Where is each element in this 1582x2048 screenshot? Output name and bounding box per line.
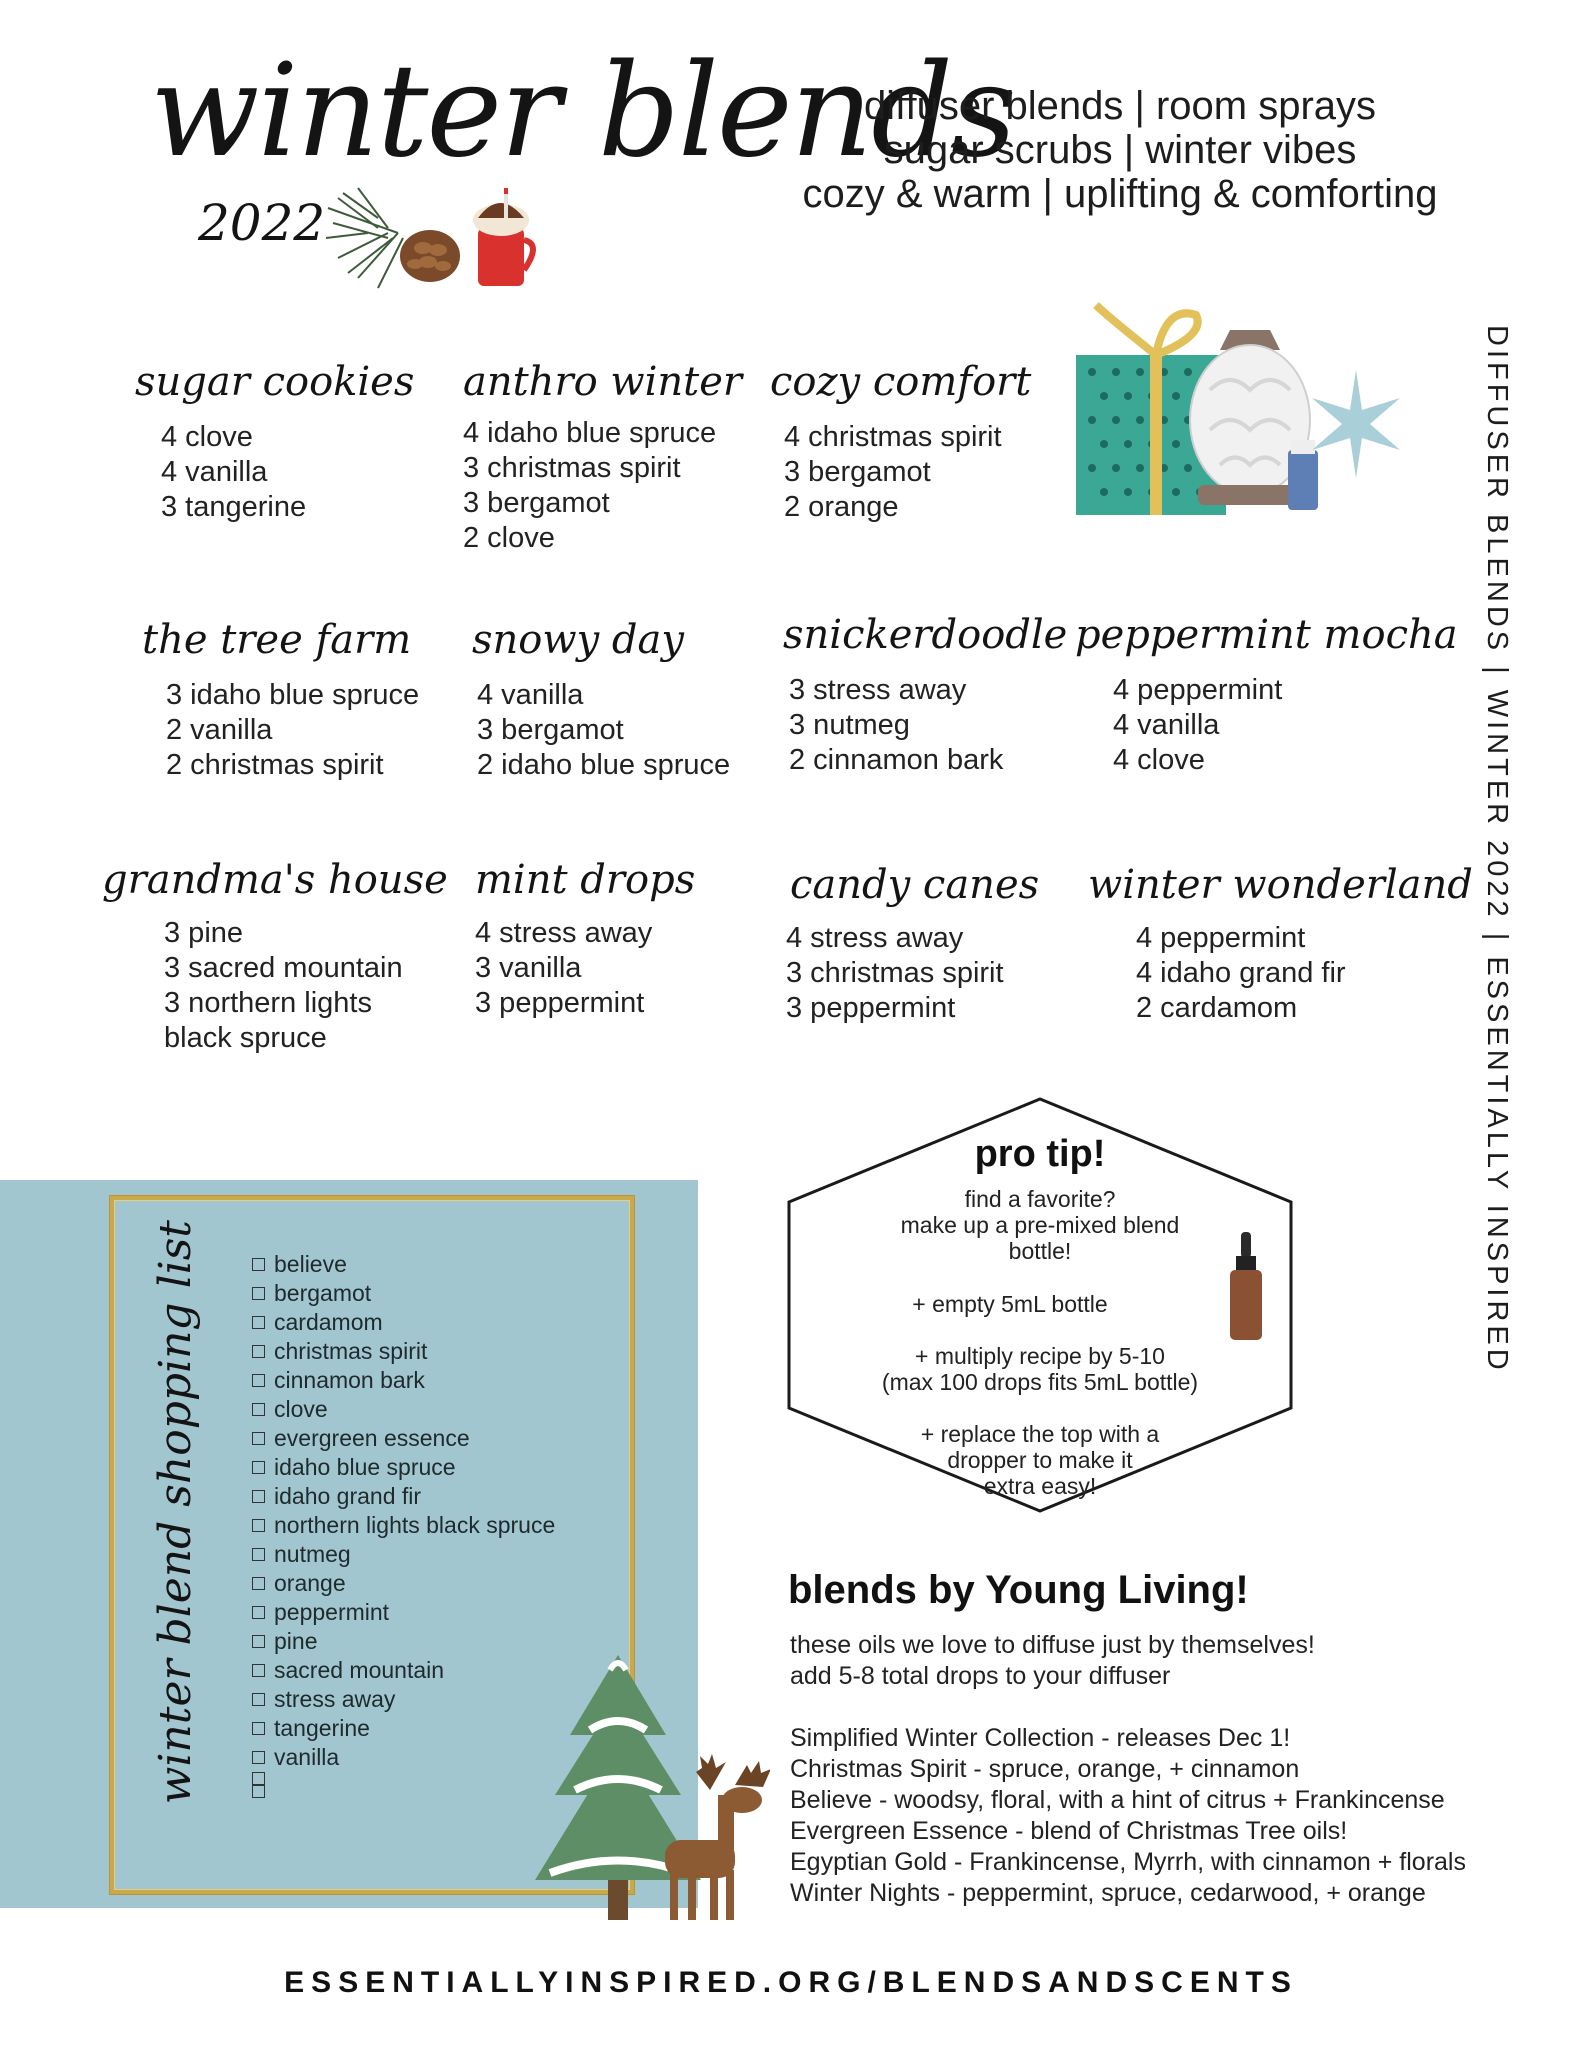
blend-ingredient: 2 cinnamon bark <box>789 744 1004 776</box>
page-title: winter blends <box>150 37 1015 186</box>
blend-ingredient: black spruce <box>164 1022 327 1054</box>
checkbox-icon[interactable] <box>252 1785 265 1798</box>
list-item[interactable]: nutmeg <box>252 1540 555 1569</box>
list-item[interactable]: cardamom <box>252 1308 555 1337</box>
list-item-blank[interactable] <box>252 1772 555 1785</box>
blend-ingredient: 3 peppermint <box>786 992 956 1024</box>
blend-ingredient: 3 peppermint <box>475 987 645 1019</box>
side-banner <box>1480 325 1520 1374</box>
young-living-line: Egyptian Gold - Frankincense, Myrrh, with cinnamon + florals <box>790 1848 1466 1876</box>
checkbox-icon[interactable] <box>252 1577 265 1590</box>
checkbox-icon[interactable] <box>252 1635 265 1648</box>
blend-ingredient: 3 nutmeg <box>789 709 910 741</box>
blend-ingredient: 3 bergamot <box>463 487 610 519</box>
moose-icon <box>665 1754 770 1920</box>
checkbox-icon[interactable] <box>252 1432 265 1445</box>
blend-the-tree-farm <box>142 617 420 783</box>
blend-snowy-day <box>472 617 731 783</box>
blend-title: mint drops <box>475 857 696 903</box>
dropper-bottle-icon <box>1227 1232 1265 1342</box>
pro-tip-title: pro tip! <box>974 1133 1106 1175</box>
checkbox-icon[interactable] <box>252 1287 265 1300</box>
shopping-list-title-wrap <box>150 1220 240 1820</box>
blend-title: snowy day <box>472 617 684 663</box>
shopping-list <box>252 1250 555 1798</box>
list-item[interactable]: tangerine <box>252 1714 555 1743</box>
oil-bottle-icon <box>1288 440 1318 510</box>
blend-ingredient: 4 stress away <box>475 917 653 949</box>
list-item[interactable]: believe <box>252 1250 555 1279</box>
blend-ingredient: 3 northern lights <box>164 987 372 1019</box>
list-item[interactable]: stress away <box>252 1685 555 1714</box>
blend-ingredient: 3 sacred mountain <box>164 952 403 984</box>
blend-mint-drops <box>475 857 696 1021</box>
pro-tip-text-2: + empty 5mL bottle <box>912 1291 1108 1317</box>
blend-ingredient: 3 bergamot <box>477 714 624 746</box>
blend-ingredient: 3 pine <box>164 917 244 949</box>
list-item[interactable]: peppermint <box>252 1598 555 1627</box>
list-item[interactable]: clove <box>252 1395 555 1424</box>
checkbox-icon[interactable] <box>252 1490 265 1503</box>
blend-ingredient: 2 idaho blue spruce <box>477 749 731 781</box>
young-living-intro: these oils we love to diffuse just by themselves! add 5-8 total drops to your diffuser <box>790 1631 1315 1690</box>
blend-title: winter wonderland <box>1088 862 1473 908</box>
blend-ingredient: 4 christmas spirit <box>784 421 1002 453</box>
blend-ingredient: 4 vanilla <box>477 679 584 711</box>
blend-ingredient: 2 clove <box>463 522 555 554</box>
blend-ingredient: 4 stress away <box>786 922 964 954</box>
checkbox-icon[interactable] <box>252 1374 265 1387</box>
blend-title: cozy comfort <box>770 359 1032 405</box>
list-item-blank[interactable] <box>252 1785 555 1798</box>
blend-ingredient: 3 christmas spirit <box>786 957 1004 989</box>
checkbox-icon[interactable] <box>252 1664 265 1677</box>
blend-title: the tree farm <box>142 617 412 663</box>
blend-ingredient: 4 idaho blue spruce <box>463 417 717 449</box>
blend-grandmas-house <box>102 857 448 1056</box>
list-item[interactable]: christmas spirit <box>252 1337 555 1366</box>
checkbox-icon[interactable] <box>252 1693 265 1706</box>
gift-diffuser-illustration <box>1070 300 1410 530</box>
shopping-list-title: winter blend shopping list <box>150 1220 201 1805</box>
list-item[interactable]: pine <box>252 1627 555 1656</box>
blend-ingredient: 4 vanilla <box>1113 709 1220 741</box>
list-item[interactable]: northern lights black spruce <box>252 1511 555 1540</box>
young-living-line: Simplified Winter Collection - releases Dec 1! <box>790 1724 1291 1752</box>
list-item[interactable]: vanilla <box>252 1743 555 1772</box>
blend-ingredient: 3 bergamot <box>784 456 931 488</box>
list-item[interactable]: idaho grand fir <box>252 1482 555 1511</box>
blend-ingredient: 4 clove <box>1113 744 1205 776</box>
blend-cozy-comfort <box>770 359 1032 525</box>
checkbox-icon[interactable] <box>252 1606 265 1619</box>
checkbox-icon[interactable] <box>252 1461 265 1474</box>
young-living-line: Evergreen Essence - blend of Christmas Tree oils! <box>790 1817 1348 1845</box>
blend-anthro-winter <box>463 359 743 556</box>
tagline-2: sugar scrubs | winter vibes <box>883 128 1357 172</box>
blend-ingredient: 4 clove <box>161 421 253 453</box>
pinecone-cocoa-illustration <box>318 178 558 303</box>
checkbox-icon[interactable] <box>252 1258 265 1271</box>
blend-title: anthro winter <box>463 359 743 405</box>
blend-ingredient: 4 idaho grand fir <box>1136 957 1346 989</box>
blend-snickerdoodle <box>783 612 1068 778</box>
list-item[interactable]: orange <box>252 1569 555 1598</box>
checkbox-icon[interactable] <box>252 1772 265 1785</box>
cocoa-mug-icon <box>473 188 533 286</box>
pinecone-icon <box>400 230 460 282</box>
young-living-list <box>790 1723 1466 1909</box>
blend-ingredient: 3 tangerine <box>161 491 307 523</box>
tagline-1: diffuser blends | room sprays <box>863 84 1377 128</box>
list-item[interactable]: cinnamon bark <box>252 1366 555 1395</box>
pro-tip-text-1: find a favorite? make up a pre-mixed blend bottle! <box>900 1186 1180 1264</box>
blend-ingredient: 4 vanilla <box>161 456 268 488</box>
list-item[interactable]: bergamot <box>252 1279 555 1308</box>
young-living-line: Christmas Spirit - spruce, orange, + cinnamon <box>790 1755 1300 1783</box>
checkbox-icon[interactable] <box>252 1519 265 1532</box>
blend-ingredient: 3 christmas spirit <box>463 452 681 484</box>
list-item[interactable]: idaho blue spruce <box>252 1453 555 1482</box>
blend-title: candy canes <box>790 862 1040 908</box>
checkbox-icon[interactable] <box>252 1316 265 1329</box>
blend-ingredient: 2 orange <box>784 491 899 523</box>
blend-title: peppermint mocha <box>1075 612 1458 658</box>
side-banner-text: DIFFUSER BLENDS | WINTER 2022 | ESSENTIALLY INSPIRED <box>1481 325 1513 1374</box>
blend-winter-wonderland <box>1088 862 1473 1026</box>
checkbox-icon[interactable] <box>252 1345 265 1358</box>
footer-url[interactable]: ESSENTIALLYINSPIRED.ORG/BLENDSANDSCENTS <box>284 1966 1298 1999</box>
page-year: 2022 <box>198 194 326 252</box>
young-living-line: Winter Nights - peppermint, spruce, cedarwood, + orange <box>790 1879 1426 1907</box>
tagline-3: cozy & warm | uplifting & comforting <box>802 172 1438 216</box>
list-item[interactable]: sacred mountain <box>252 1656 555 1685</box>
blend-title: snickerdoodle <box>783 612 1068 658</box>
checkbox-icon[interactable] <box>252 1722 265 1735</box>
blend-title: sugar cookies <box>135 359 415 405</box>
pro-tip-text-3: + multiply recipe by 5-10 (max 100 drops fits 5mL bottle) <box>881 1343 1199 1395</box>
blend-ingredient: 2 cardamom <box>1136 992 1298 1024</box>
blend-ingredient: 3 vanilla <box>475 952 582 984</box>
blend-sugar-cookies <box>135 359 415 525</box>
blend-ingredient: 2 christmas spirit <box>166 749 384 781</box>
tree-moose-illustration <box>530 1645 770 1925</box>
blend-ingredient: 3 stress away <box>789 674 967 706</box>
pro-tip-text-4: + replace the top with a dropper to make it extra easy! <box>920 1421 1160 1499</box>
blend-candy-canes <box>786 862 1040 1026</box>
blend-title: grandma's house <box>102 857 448 903</box>
blend-ingredient: 4 peppermint <box>1113 674 1283 706</box>
checkbox-icon[interactable] <box>252 1403 265 1416</box>
blend-ingredient: 2 vanilla <box>166 714 273 746</box>
snowflake-icon <box>1312 370 1400 478</box>
checkbox-icon[interactable] <box>252 1548 265 1561</box>
list-item[interactable]: evergreen essence <box>252 1424 555 1453</box>
blend-ingredient: 4 peppermint <box>1136 922 1306 954</box>
blend-ingredient: 3 idaho blue spruce <box>166 679 420 711</box>
checkbox-icon[interactable] <box>252 1751 265 1764</box>
blend-peppermint-mocha <box>1075 612 1458 778</box>
young-living-line: Believe - woodsy, floral, with a hint of citrus + Frankincense <box>790 1786 1445 1814</box>
young-living-heading: blends by Young Living! <box>788 1568 1249 1612</box>
